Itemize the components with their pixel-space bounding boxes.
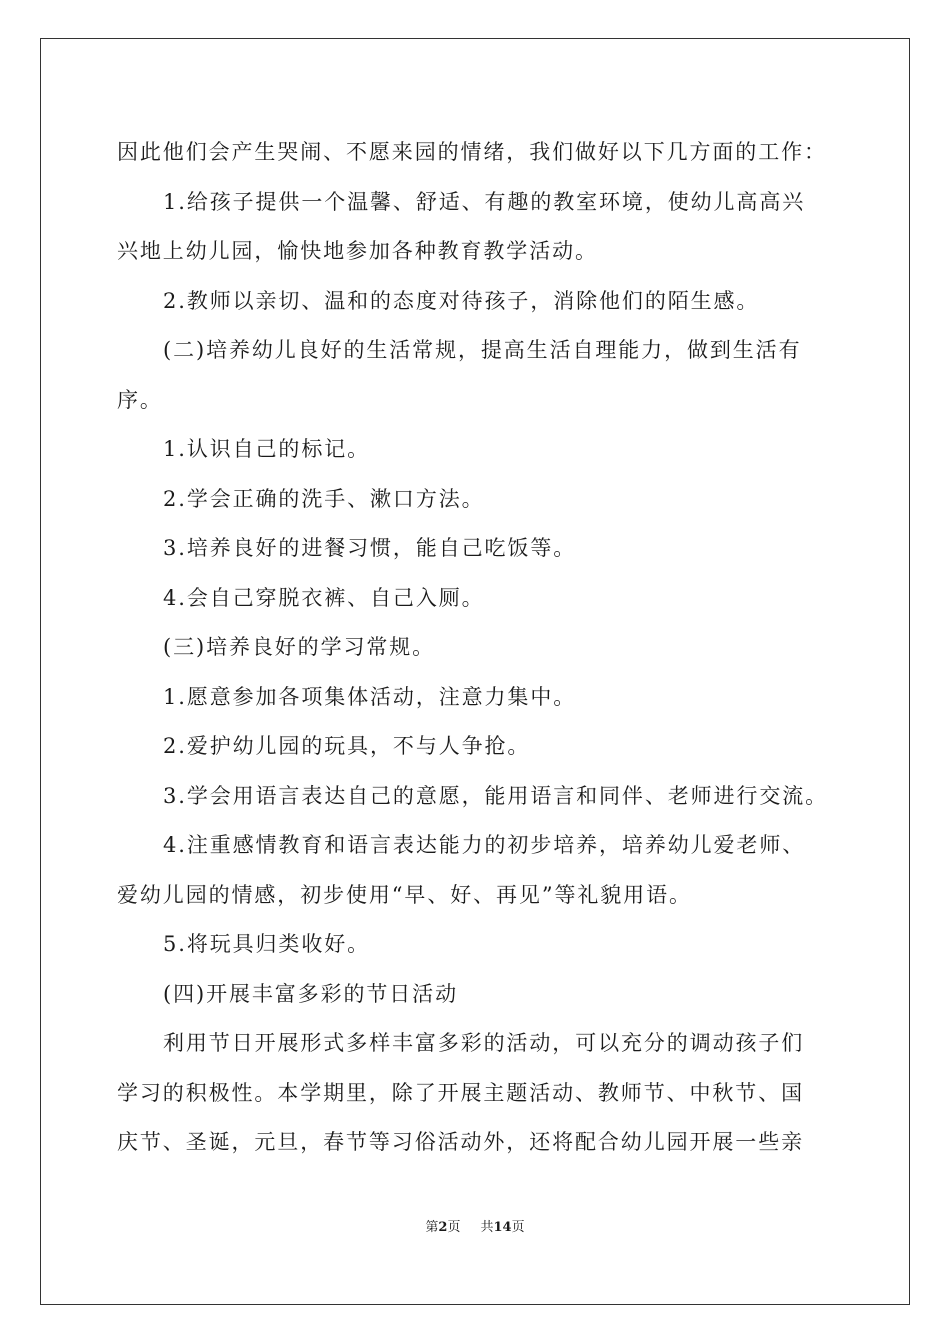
document-body <box>117 128 835 1168</box>
text-line: 爱幼儿园的情感，初步使用“早、好、再见”等礼貌用语。 <box>117 882 692 907</box>
page-prefix: 第 <box>425 1220 439 1235</box>
text-line: 2.学会正确的洗手、漱口方法。 <box>163 486 485 511</box>
page-footer <box>0 1216 950 1235</box>
text-line: 4.会自己穿脱衣裤、自己入厕。 <box>163 585 485 610</box>
text-line: 2.教师以亲切、温和的态度对待孩子，消除他们的陌生感。 <box>163 288 760 313</box>
text-line: 学习的积极性。本学期里，除了开展主题活动、教师节、中秋节、国 <box>117 1080 804 1105</box>
total-pages: 14 <box>493 1220 512 1235</box>
text-line: (四)开展丰富多彩的节日活动 <box>163 981 458 1006</box>
text-line: 1.给孩子提供一个温馨、舒适、有趣的教室环境，使幼儿高高兴 <box>163 189 806 214</box>
text-line: 序。 <box>117 387 163 412</box>
text-line: (三)培养良好的学习常规。 <box>163 635 436 659</box>
page-suffix: 页 <box>447 1220 461 1235</box>
text-line: 3.学会用语言表达自己的意愿，能用语言和同伴、老师进行交流。 <box>163 783 829 808</box>
total-suffix: 页 <box>511 1220 525 1235</box>
text-line: 利用节日开展形式多样丰富多彩的活动，可以充分的调动孩子们 <box>163 1031 805 1055</box>
text-line: 庆节、圣诞，元旦，春节等习俗活动外，还将配合幼儿园开展一些亲 <box>117 1130 804 1154</box>
page-number: 2 <box>438 1220 448 1235</box>
text-line: 2.爱护幼儿园的玩具，不与人争抢。 <box>163 734 531 758</box>
text-line: 4.注重感情教育和语言表达能力的初步培养，培养幼儿爱老师、 <box>163 833 806 857</box>
text-line: 因此他们会产生哭闹、不愿来园的情绪，我们做好以下几方面的工作： <box>117 140 827 164</box>
text-line: (二)培养幼儿良好的生活常规，提高生活自理能力，做到生活有 <box>163 338 802 362</box>
text-line: 兴地上幼儿园，愉快地参加各种教育教学活动。 <box>117 239 598 263</box>
text-line: 3.培养良好的进餐习惯，能自己吃饭等。 <box>163 536 577 560</box>
total-prefix: 共 <box>480 1220 494 1235</box>
text-line: 1.认识自己的标记。 <box>163 437 371 461</box>
text-line: 5.将玩具归类收好。 <box>163 932 371 956</box>
text-line: 1.愿意参加各项集体活动，注意力集中。 <box>163 684 577 709</box>
